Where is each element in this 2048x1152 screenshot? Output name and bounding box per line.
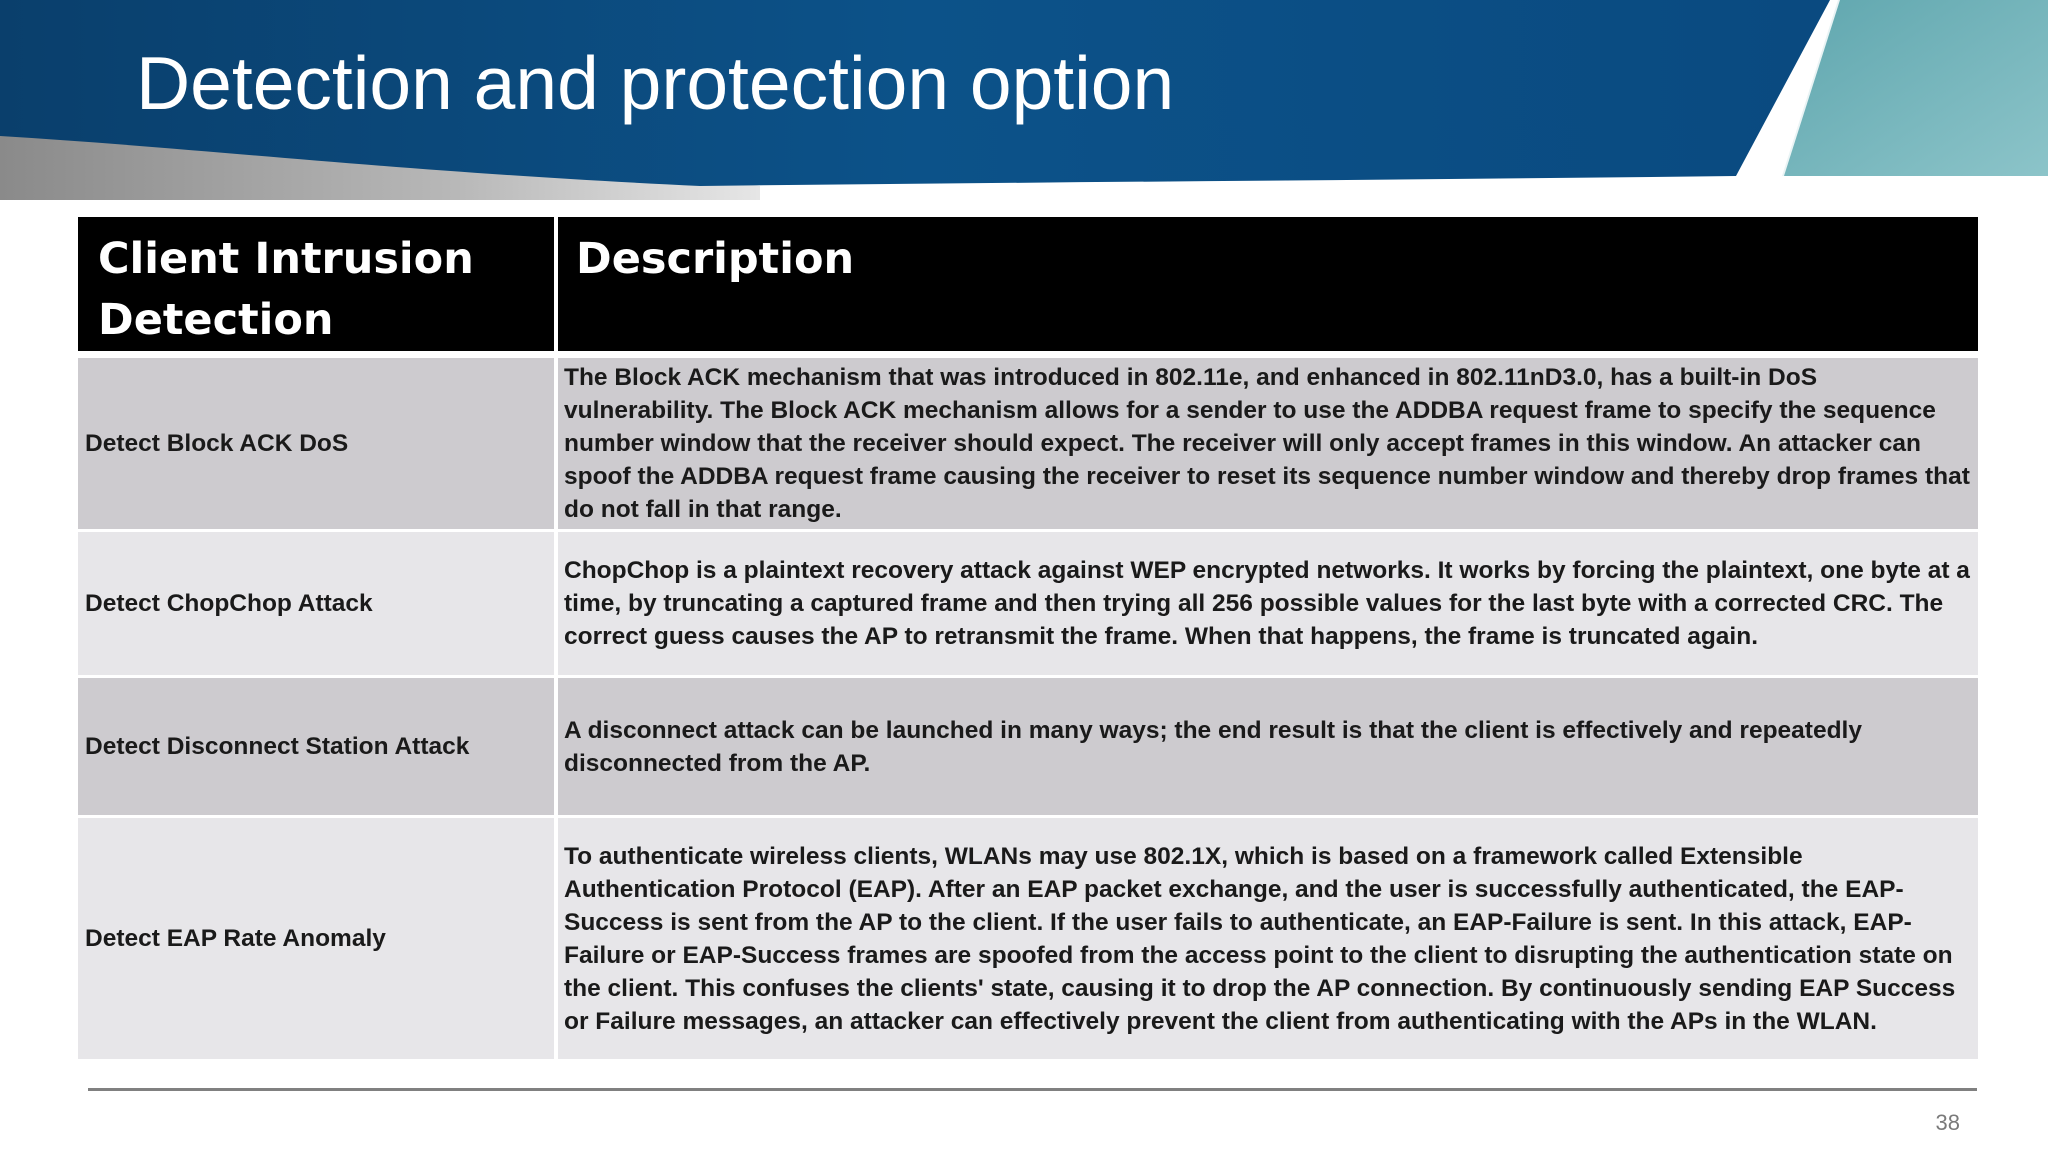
column-header-detection: Client Intrusion Detection xyxy=(78,217,558,358)
detection-name: Detect ChopChop Attack xyxy=(78,532,558,678)
detection-description: ChopChop is a plaintext recovery attack against WEP encrypted networks. It works by forcing the plaintext, one byte at a time, by truncating a captured frame and then trying all 256 possible values for the last byte with a corrected CRC. The correct guess causes the AP to retransmit the frame. When that happens, the frame is truncated again. xyxy=(558,532,1978,678)
column-header-description: Description xyxy=(558,217,1978,358)
table-row xyxy=(78,358,1978,532)
detection-name: Detect Disconnect Station Attack xyxy=(78,678,558,818)
detection-name: Detect EAP Rate Anomaly xyxy=(78,818,558,1062)
detection-description: The Block ACK mechanism that was introduced in 802.11e, and enhanced in 802.11nD3.0, has a built-in DoS vulnerability. The Block ACK mechanism allows for a sender to use the ADDBA request frame to specify the sequence number window that the receiver should expect. The receiver will only accept frames in this window. An attacker can spoof the ADDBA request frame causing the receiver to reset its sequence number window and thereby drop frames that do not fall in that range. xyxy=(558,358,1978,532)
detection-name: Detect Block ACK DoS xyxy=(78,358,558,532)
detection-description: To authenticate wireless clients, WLANs may use 802.1X, which is based on a framework called Extensible Authentication Protocol (EAP). After an EAP packet exchange, and the user is successfully authenticated, the EAP-Success is sent from the AP to the client. If the user fails to authenticate, an EAP-Failure is sent. In this attack, EAP-Failure or EAP-Success frames are spoofed from the access point to the client to disrupting the authentication state on the client. This confuses the clients' state, causing it to drop the AP connection. By continuously sending EAP Success or Failure messages, an attacker can effectively prevent the client from authenticating with the APs in the WLAN. xyxy=(558,818,1978,1062)
detection-description: A disconnect attack can be launched in many ways; the end result is that the client is effectively and repeatedly disconnected from the AP. xyxy=(558,678,1978,818)
table-row xyxy=(78,818,1978,1062)
page-number: 38 xyxy=(1935,1110,1960,1135)
table-header-row xyxy=(78,217,1978,358)
table-row xyxy=(78,532,1978,678)
intrusion-detection-table xyxy=(78,217,1978,1062)
slide-title: Detection and protection option xyxy=(136,41,1175,125)
footer-divider xyxy=(88,1088,1977,1091)
table-row xyxy=(78,678,1978,818)
